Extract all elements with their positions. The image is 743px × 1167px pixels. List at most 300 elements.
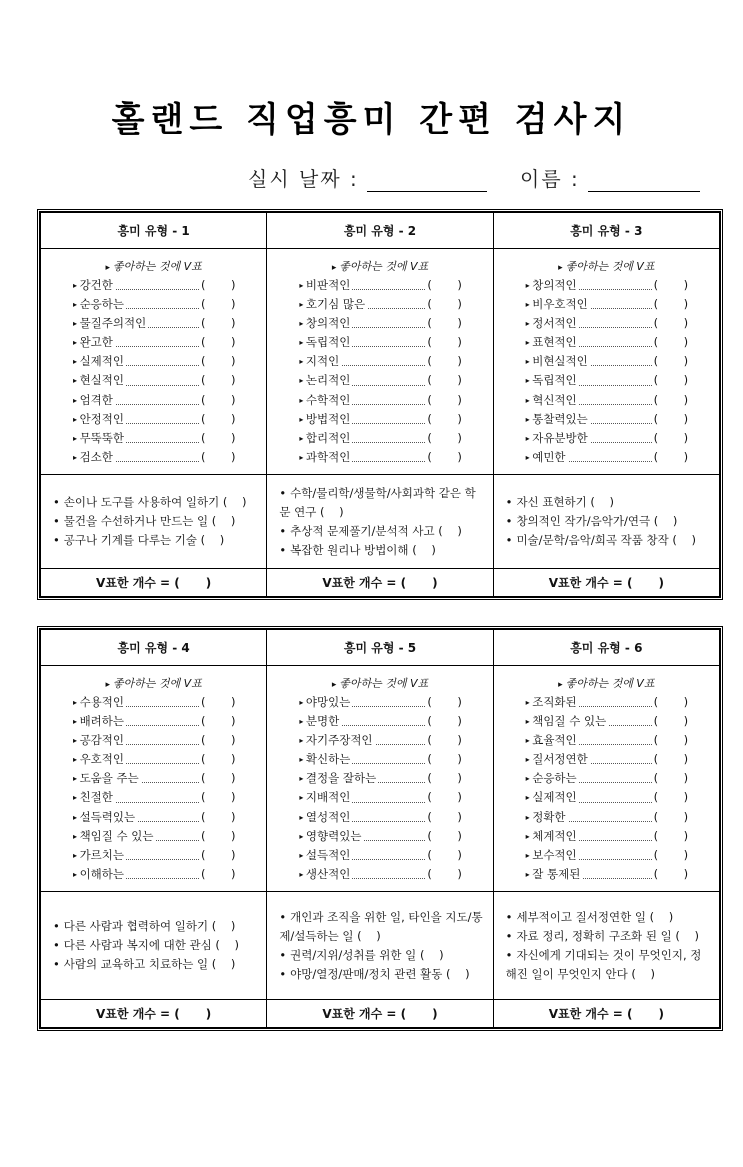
check-paren-open: ( xyxy=(427,714,432,729)
bullet: • xyxy=(279,485,287,500)
check-paren-open: ( xyxy=(427,752,432,767)
adjective-item[interactable] xyxy=(41,846,266,865)
adjective-label: ▸ 자유분방한 xyxy=(526,429,590,448)
adjective-item[interactable] xyxy=(41,352,266,371)
activity-label: 복잡한 원리나 방법이해 xyxy=(290,542,409,557)
adjective-item[interactable] xyxy=(41,693,266,712)
count-label: V표한 개수 = ( xyxy=(548,1007,633,1021)
adjective-label: ▸ 잘 통제된 xyxy=(526,865,583,884)
check-paren-close: ) xyxy=(465,966,470,981)
adjective-item[interactable] xyxy=(41,448,266,467)
check-paren-open: ( xyxy=(200,533,206,547)
adjective-label: ▸ 배려하는 xyxy=(73,712,126,731)
count-close: ) xyxy=(658,1007,664,1021)
check-paren xyxy=(438,524,462,538)
check-paren-close: ) xyxy=(672,514,678,528)
check-paren-close: ) xyxy=(231,771,236,786)
check-paren-open: ( xyxy=(653,866,659,881)
check-paren-open: ( xyxy=(201,354,206,369)
activity-item[interactable] xyxy=(279,908,484,946)
check-paren-open: ( xyxy=(653,847,659,862)
check-paren-close: ) xyxy=(683,430,689,445)
check-paren-close: ) xyxy=(231,297,236,312)
check-paren-open: ( xyxy=(438,523,443,538)
adjective-item[interactable] xyxy=(267,429,492,448)
check-paren-open: ( xyxy=(412,542,417,557)
adjective-item[interactable] xyxy=(494,846,719,865)
name-blank[interactable] xyxy=(588,171,700,192)
count-cell[interactable] xyxy=(267,569,493,597)
adjective-item[interactable] xyxy=(41,295,266,314)
check-paren xyxy=(212,514,236,528)
activity-label: 물건을 수선하거나 만드는 일 xyxy=(63,514,209,528)
check-paren-close: ) xyxy=(668,909,674,924)
check-paren-open: ( xyxy=(427,866,432,881)
check-paren-close: ) xyxy=(231,278,236,292)
activity-label: 권력/지위/성취를 위한 일 xyxy=(290,947,417,962)
adjective-label: ▸ 책임질 수 있는 xyxy=(526,712,609,731)
check-paren-close: ) xyxy=(683,790,689,805)
check-paren-open: ( xyxy=(653,278,659,292)
instruction-text: ▸ 좋아하는 것에 V표 xyxy=(494,674,719,693)
adjective-label: ▸ 현실적인 xyxy=(73,371,126,390)
check-paren-open: ( xyxy=(201,828,206,843)
check-paren-open: ( xyxy=(427,278,432,292)
check-paren-open: ( xyxy=(653,430,659,445)
adjective-label: ▸ 효율적인 xyxy=(526,731,579,750)
date-label: 실시 날짜 : xyxy=(248,167,359,191)
check-paren-close: ) xyxy=(376,928,381,943)
check-paren-open: ( xyxy=(427,790,432,805)
check-paren-open: ( xyxy=(357,928,362,943)
adjective-label: ▸ 친절한 xyxy=(73,788,115,807)
activity-label: 추상적 문제풀기/분석적 사고 xyxy=(290,523,435,538)
check-paren-open: ( xyxy=(201,809,206,824)
adjective-list xyxy=(267,666,492,884)
check-paren-open: ( xyxy=(427,297,432,312)
check-paren-open: ( xyxy=(211,514,217,528)
check-paren-close: ) xyxy=(683,392,689,407)
adjective-label: ▸ 체계적인 xyxy=(526,827,579,846)
check-paren-close: ) xyxy=(457,278,462,292)
check-paren xyxy=(590,495,614,509)
activity-item[interactable] xyxy=(506,927,711,946)
type-header: 흥미 유형 - 3 xyxy=(493,213,719,249)
check-paren xyxy=(650,910,674,924)
check-paren-open: ( xyxy=(446,966,451,981)
check-paren-open: ( xyxy=(590,495,595,509)
adjective-item[interactable] xyxy=(267,731,492,750)
bullet: • xyxy=(53,533,60,547)
count-cell[interactable] xyxy=(41,569,267,597)
check-paren-close: ) xyxy=(231,335,236,350)
check-paren-close: ) xyxy=(457,297,462,312)
check-paren-close: ) xyxy=(230,957,236,971)
adjective-label: ▸ 보수적인 xyxy=(526,846,579,865)
activity-item[interactable] xyxy=(506,493,711,512)
adjective-item[interactable] xyxy=(267,352,492,371)
adjective-item[interactable] xyxy=(494,808,719,827)
check-paren-open: ( xyxy=(653,752,659,767)
check-paren-close: ) xyxy=(683,752,689,767)
check-paren-open: ( xyxy=(653,809,659,824)
check-paren-open: ( xyxy=(419,947,425,962)
check-paren-open: ( xyxy=(653,449,659,464)
adjective-item[interactable] xyxy=(494,865,719,884)
count-close: ) xyxy=(432,1007,438,1021)
type-table-bottom xyxy=(37,626,723,1031)
check-paren-close: ) xyxy=(457,316,462,331)
adjective-item[interactable] xyxy=(267,808,492,827)
check-paren-close: ) xyxy=(230,919,236,933)
activity-label: 자신에게 기대되는 것이 무엇인지, 정해진 일이 무엇인지 안다 xyxy=(505,947,702,981)
adjective-item[interactable] xyxy=(41,712,266,731)
adjective-item[interactable] xyxy=(267,391,492,410)
check-paren-open: ( xyxy=(201,752,206,767)
adjective-item[interactable] xyxy=(41,865,266,884)
count-label: V표한 개수 = ( xyxy=(96,1007,180,1021)
adjective-label: ▸ 이해하는 xyxy=(73,865,126,884)
check-paren-open: ( xyxy=(201,373,206,388)
check-paren-open: ( xyxy=(215,938,220,952)
adjective-list xyxy=(41,666,266,884)
bullet: • xyxy=(53,919,60,933)
check-paren-close: ) xyxy=(683,695,689,709)
activity-list xyxy=(41,493,266,550)
activity-item[interactable] xyxy=(506,512,711,531)
adjective-label: ▸ 합리적인 xyxy=(299,429,352,448)
check-paren-close: ) xyxy=(683,771,689,786)
check-paren-close: ) xyxy=(457,714,462,729)
check-paren-open: ( xyxy=(653,335,659,350)
adjective-label: ▸ 공감적인 xyxy=(73,731,126,750)
adjective-label: ▸ 혁신적인 xyxy=(526,391,579,410)
activity-label: 공구나 기계를 다루는 기술 xyxy=(63,533,197,547)
check-paren-open: ( xyxy=(427,411,432,426)
activity-item[interactable] xyxy=(53,917,258,936)
check-paren-close: ) xyxy=(457,752,462,767)
adjective-item[interactable] xyxy=(41,788,266,807)
count-cell[interactable] xyxy=(493,1000,719,1028)
check-paren-open: ( xyxy=(631,966,636,981)
check-paren-open: ( xyxy=(427,828,432,843)
activity-label: 사람의 교육하고 치료하는 일 xyxy=(63,957,209,971)
activity-item[interactable] xyxy=(53,936,258,955)
activity-label: 미술/문학/음악/희곡 작품 창작 xyxy=(516,533,669,547)
check-paren-close: ) xyxy=(457,790,462,805)
activity-label: 손이나 도구를 사용하여 일하기 xyxy=(63,495,220,509)
adjective-item[interactable] xyxy=(267,333,492,352)
adjective-label: ▸ 가르치는 xyxy=(73,846,126,865)
check-paren-open: ( xyxy=(653,714,659,729)
date-blank[interactable] xyxy=(367,171,487,192)
check-paren-close: ) xyxy=(231,828,236,843)
adjective-item[interactable] xyxy=(267,788,492,807)
activity-item[interactable] xyxy=(506,946,711,984)
check-paren-open: ( xyxy=(675,928,680,943)
activity-label: 자신 표현하기 xyxy=(516,495,587,509)
page-title: 홀랜드 직업흥미 간편 검사지 xyxy=(111,100,632,140)
check-paren-close: ) xyxy=(683,411,689,426)
adjective-item[interactable] xyxy=(41,333,266,352)
activity-item[interactable] xyxy=(279,946,484,965)
activity-item[interactable] xyxy=(53,955,258,974)
check-paren-close: ) xyxy=(683,335,689,350)
activity-list xyxy=(267,908,492,984)
adjective-label: ▸ 무뚝뚝한 xyxy=(73,429,126,448)
adjective-item[interactable] xyxy=(41,769,266,788)
check-paren-open: ( xyxy=(211,919,217,933)
bullet: • xyxy=(279,909,287,924)
adjective-item[interactable] xyxy=(41,429,266,448)
adjective-item[interactable] xyxy=(267,410,492,429)
adjective-label: ▸ 지배적인 xyxy=(299,788,352,807)
adjective-item[interactable] xyxy=(494,371,719,390)
activity-item[interactable] xyxy=(53,512,258,531)
check-paren-close: ) xyxy=(683,866,689,881)
check-paren-close: ) xyxy=(683,714,689,729)
check-paren-open: ( xyxy=(201,733,206,748)
adjective-label: ▸ 창의적인 xyxy=(299,314,352,333)
adjective-item[interactable] xyxy=(267,693,492,712)
adjective-label: ▸ 조직화된 xyxy=(526,693,579,712)
adjective-label: ▸ 완고한 xyxy=(73,333,115,352)
adjective-item[interactable] xyxy=(267,276,492,295)
adjective-item[interactable] xyxy=(494,314,719,333)
check-paren xyxy=(420,948,444,962)
adjective-list xyxy=(494,249,719,467)
adjective-label: ▸ 엄격한 xyxy=(73,391,115,410)
adjective-label: ▸ 비판적인 xyxy=(299,276,352,295)
activity-item[interactable] xyxy=(53,531,258,550)
check-paren-open: ( xyxy=(653,514,659,528)
type-table-top xyxy=(37,209,723,600)
adjective-label: ▸ 과학적인 xyxy=(299,448,352,467)
check-paren-close: ) xyxy=(650,966,655,981)
type-header: 흥미 유형 - 2 xyxy=(267,213,493,249)
check-paren-close: ) xyxy=(691,533,696,547)
instruction-text: ▸ 좋아하는 것에 V표 xyxy=(41,674,266,693)
adjective-item[interactable] xyxy=(267,769,492,788)
adjective-label: ▸ 순응하는 xyxy=(526,769,579,788)
check-paren-close: ) xyxy=(241,495,247,509)
instruction-text: ▸ 좋아하는 것에 V표 xyxy=(41,257,266,276)
bullet: • xyxy=(279,523,287,538)
adjective-item[interactable] xyxy=(41,731,266,750)
count-close: ) xyxy=(658,576,664,590)
adjective-list xyxy=(41,249,266,467)
check-paren-close: ) xyxy=(683,297,689,312)
check-paren-close: ) xyxy=(683,449,689,464)
check-paren-close: ) xyxy=(439,947,444,962)
check-paren-close: ) xyxy=(457,695,462,709)
check-paren-close: ) xyxy=(609,495,615,509)
bullet: • xyxy=(505,495,513,509)
count-label: V표한 개수 = ( xyxy=(96,576,180,590)
adjective-item[interactable] xyxy=(494,788,719,807)
name-field xyxy=(520,163,700,192)
check-paren-open: ( xyxy=(653,733,659,748)
activity-item[interactable] xyxy=(279,541,484,560)
check-paren-close: ) xyxy=(457,523,462,538)
adjective-item[interactable] xyxy=(267,314,492,333)
check-paren-close: ) xyxy=(457,392,462,407)
activity-item[interactable] xyxy=(53,493,258,512)
check-paren-open: ( xyxy=(201,430,206,445)
adjective-item[interactable] xyxy=(267,865,492,884)
check-paren-close: ) xyxy=(457,771,462,786)
check-paren-close: ) xyxy=(683,316,689,331)
adjective-item[interactable] xyxy=(267,448,492,467)
check-paren-open: ( xyxy=(653,790,659,805)
check-paren-close: ) xyxy=(457,847,462,862)
activity-item[interactable] xyxy=(279,522,484,541)
check-paren-open: ( xyxy=(653,373,659,388)
count-label: V표한 개수 = ( xyxy=(322,576,407,590)
check-paren-open: ( xyxy=(201,790,206,805)
adjective-item[interactable] xyxy=(41,808,266,827)
check-paren xyxy=(320,505,344,519)
adjective-label: ▸ 독립적인 xyxy=(299,333,352,352)
check-paren-close: ) xyxy=(457,866,462,881)
count-cell[interactable] xyxy=(41,1000,267,1028)
activity-item[interactable] xyxy=(506,531,711,550)
activity-item[interactable] xyxy=(506,908,711,927)
bullet: • xyxy=(279,966,287,981)
check-paren-close: ) xyxy=(431,542,436,557)
adjective-item[interactable] xyxy=(494,295,719,314)
adjective-item[interactable] xyxy=(41,314,266,333)
adjective-item[interactable] xyxy=(494,693,719,712)
adjective-item[interactable] xyxy=(494,410,719,429)
adjective-item[interactable] xyxy=(41,371,266,390)
adjective-label: ▸ 비우호적인 xyxy=(526,295,590,314)
check-paren-open: ( xyxy=(653,354,659,369)
activity-label: 수학/물리학/생물학/사회과학 같은 학문 연구 xyxy=(279,485,476,519)
check-paren xyxy=(446,967,470,981)
adjective-item[interactable] xyxy=(267,846,492,865)
adjective-item[interactable] xyxy=(41,410,266,429)
activity-label: 야망/열정/판매/정치 관련 활동 xyxy=(290,966,443,981)
check-paren-open: ( xyxy=(201,278,206,292)
instruction-text: ▸ 좋아하는 것에 V표 xyxy=(267,257,492,276)
adjective-label: ▸ 확신하는 xyxy=(299,750,352,769)
check-paren-close: ) xyxy=(234,938,240,952)
adjective-item[interactable] xyxy=(41,827,266,846)
adjective-item[interactable] xyxy=(41,276,266,295)
type-header: 흥미 유형 - 1 xyxy=(41,213,267,249)
check-paren-close: ) xyxy=(230,514,236,528)
count-cell[interactable] xyxy=(267,1000,493,1028)
check-paren-open: ( xyxy=(211,957,217,971)
activity-label: 개인과 조직을 위한 일, 타인을 지도/통제/설득하는 일 xyxy=(279,909,483,943)
adjective-item[interactable] xyxy=(494,333,719,352)
adjective-item[interactable] xyxy=(494,352,719,371)
count-close: ) xyxy=(432,576,438,590)
adjective-label: ▸ 표현적인 xyxy=(526,333,579,352)
check-paren-close: ) xyxy=(339,504,344,519)
adjective-item[interactable] xyxy=(494,827,719,846)
adjective-label: ▸ 정서적인 xyxy=(526,314,579,333)
check-paren-open: ( xyxy=(427,733,432,748)
check-paren-open: ( xyxy=(653,828,659,843)
check-paren xyxy=(357,929,381,943)
adjective-label: ▸ 열성적인 xyxy=(299,808,352,827)
adjective-item[interactable] xyxy=(494,448,719,467)
check-paren-close: ) xyxy=(457,411,462,426)
adjective-label: ▸ 예민한 xyxy=(526,448,568,467)
check-paren-close: ) xyxy=(231,714,236,729)
adjective-item[interactable] xyxy=(267,712,492,731)
adjective-item[interactable] xyxy=(267,295,492,314)
check-paren-open: ( xyxy=(427,771,432,786)
adjective-item[interactable] xyxy=(494,712,719,731)
check-paren-close: ) xyxy=(683,809,689,824)
adjective-item[interactable] xyxy=(494,276,719,295)
check-paren-open: ( xyxy=(201,847,206,862)
adjective-item[interactable] xyxy=(267,750,492,769)
count-cell[interactable] xyxy=(493,569,719,597)
adjective-list xyxy=(267,249,492,467)
check-paren-open: ( xyxy=(427,335,432,350)
check-paren-open: ( xyxy=(427,354,432,369)
adjective-label: ▸ 실제적인 xyxy=(73,352,126,371)
bullet: • xyxy=(505,909,513,924)
check-paren-open: ( xyxy=(201,866,206,881)
adjective-item[interactable] xyxy=(267,371,492,390)
adjective-label: ▸ 분명한 xyxy=(299,712,341,731)
check-paren-open: ( xyxy=(427,695,432,709)
activity-item[interactable] xyxy=(279,965,484,984)
check-paren-open: ( xyxy=(319,504,325,519)
check-paren-open: ( xyxy=(427,430,432,445)
adjective-item[interactable] xyxy=(494,750,719,769)
adjective-item[interactable] xyxy=(494,391,719,410)
bullet: • xyxy=(505,947,513,962)
check-paren-close: ) xyxy=(457,373,462,388)
activity-item[interactable] xyxy=(279,484,484,522)
check-paren xyxy=(201,533,225,547)
check-paren-open: ( xyxy=(201,335,206,350)
check-paren-close: ) xyxy=(683,278,689,292)
check-paren xyxy=(223,495,247,509)
adjective-item[interactable] xyxy=(41,391,266,410)
adjective-label: ▸ 생산적인 xyxy=(299,865,352,884)
adjective-label: ▸ 수용적인 xyxy=(73,693,126,712)
bullet: • xyxy=(505,514,513,528)
bullet: • xyxy=(505,928,513,943)
adjective-label: ▸ 방법적인 xyxy=(299,410,352,429)
bullet: • xyxy=(53,514,60,528)
adjective-label: ▸ 호기심 많은 xyxy=(299,295,367,314)
check-paren-close: ) xyxy=(457,733,462,748)
adjective-label: ▸ 영향력있는 xyxy=(299,827,363,846)
adjective-item[interactable] xyxy=(494,731,719,750)
adjective-label: ▸ 야망있는 xyxy=(299,693,352,712)
adjective-item[interactable] xyxy=(267,827,492,846)
check-paren-open: ( xyxy=(653,695,659,709)
check-paren-open: ( xyxy=(653,392,659,407)
name-label: 이름 : xyxy=(520,167,580,191)
bullet: • xyxy=(53,495,60,509)
count-close: ) xyxy=(205,576,212,590)
adjective-item[interactable] xyxy=(494,769,719,788)
bullet: • xyxy=(53,957,60,971)
adjective-item[interactable] xyxy=(494,429,719,448)
type-header: 흥미 유형 - 4 xyxy=(41,630,267,666)
check-paren-close: ) xyxy=(219,533,225,547)
adjective-item[interactable] xyxy=(41,750,266,769)
